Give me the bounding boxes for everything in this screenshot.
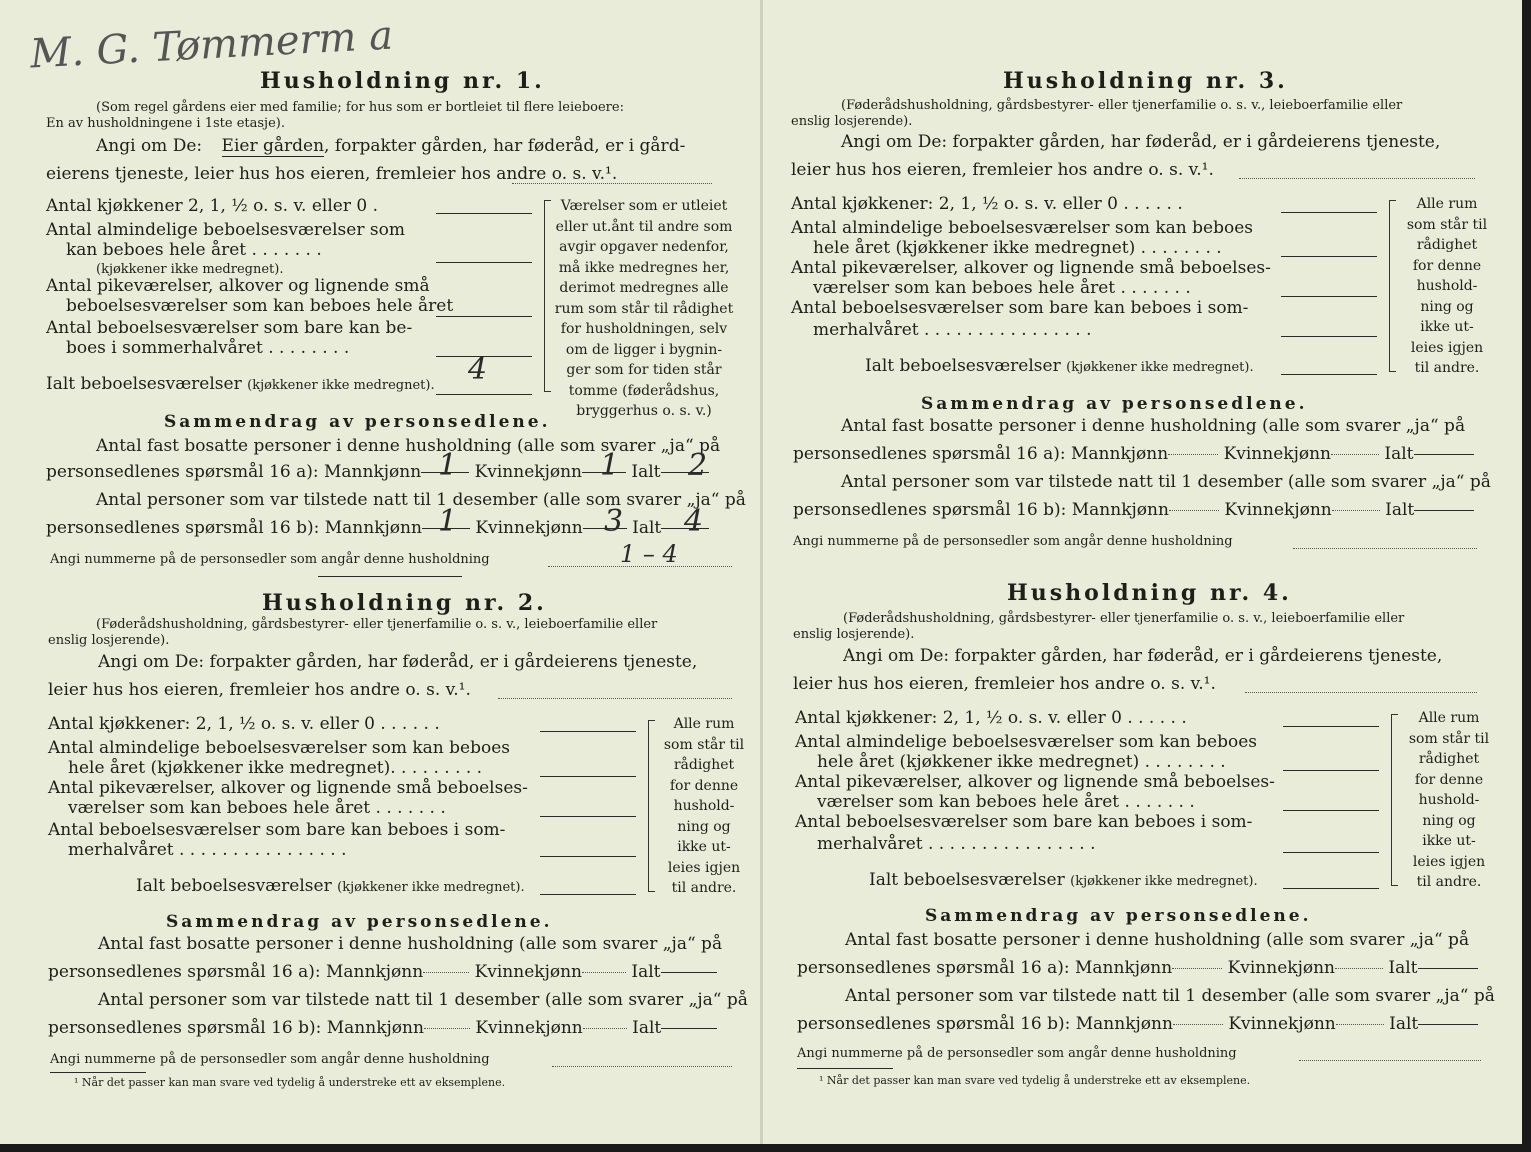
h3-maid-rooms-line1: Antal pikeværelser, alkover og lignende små beboelses- [791, 258, 1271, 278]
h4-s16a-line2 [797, 958, 1478, 978]
h1-total-rooms-label: Ialt beboelsesværelser [46, 374, 242, 394]
h3-kitchens-label: Antal kjøkkener: 2, 1, ½ o. s. v. eller 0 . . . . . . [791, 194, 1183, 214]
h1-angi-line1 [96, 136, 685, 156]
h2-s16b-women-label: Kvinnekjønn [475, 1018, 583, 1038]
h1-angi-rest: , forpakter gården, har føderåd, er i gård- [324, 136, 686, 156]
h4-ordinary-rooms-line1: Antal almindelige beboelsesværelser som kan beboes [795, 732, 1257, 752]
h3-s16b-line1: Antal personer som var tilstede natt til 1 desember (alle som svarer „ja“ på [841, 472, 1491, 492]
h3-s16b-women-label: Kvinnekjønn [1224, 500, 1332, 520]
h4-summer-rooms-line2: merhalvåret . . . . . . . . . . . . . . . . [817, 834, 1096, 854]
h2-ordinary-rooms-line1: Antal almindelige beboelsesværelser som kan beboes [48, 738, 510, 758]
h2-footnote-divider [50, 1072, 146, 1073]
h3-total-rooms-label: Ialt beboelsesværelser [865, 356, 1061, 376]
h3-maid-rooms-field[interactable] [1281, 296, 1377, 297]
h1-numbers-value: 1 – 4 [620, 540, 678, 568]
h2-s16b-total-label: Ialt [632, 1018, 662, 1038]
right-page [761, 0, 1522, 1144]
h1-summer-rooms-line1: Antal beboelsesværelser som bare kan be- [46, 318, 413, 338]
h3-s16a-women-label: Kvinnekjønn [1223, 444, 1331, 464]
h3-s16a-total-label: Ialt [1384, 444, 1414, 464]
h3-ordinary-rooms-line2: hele året (kjøkkener ikke medregnet) . . . . . . . . [813, 238, 1222, 258]
h1-s16b-men-label: personsedlenes spørsmål 16 b): Mannkjønn [46, 518, 422, 538]
h4-footnote-divider [797, 1068, 893, 1069]
h4-s16b-men-label: personsedlenes spørsmål 16 b): Mannkjønn [797, 1014, 1173, 1034]
h2-maid-rooms-line1: Antal pikeværelser, alkover og lignende små beboelses- [48, 778, 528, 798]
h1-s16a-total-label: Ialt [631, 462, 661, 482]
h3-s16a-men-label: personsedlenes spørsmål 16 a): Mannkjønn [793, 444, 1169, 464]
h3-s16b-men-field[interactable] [1169, 510, 1219, 511]
h2-footnote: ¹ Når det passer kan man svare ved tydelig å understreke ett av eksemplene. [74, 1076, 506, 1089]
h1-note-line1: (Som regel gårdens eier med familie; for hus som er bortleiet til flere leieboere: [96, 100, 624, 115]
h1-s16b-men-value: 1 [438, 504, 458, 539]
h4-angi-line[interactable] [1245, 692, 1477, 693]
h3-total-rooms-field[interactable] [1281, 374, 1377, 375]
h2-numbers-label: Angi nummerne på de personsedler som angår denne husholdning [50, 1052, 490, 1067]
h2-total-rooms-note: (kjøkkener ikke medregnet). [337, 880, 525, 895]
h1-kitchens-field[interactable] [436, 213, 532, 214]
h4-s16b-total-field[interactable] [1418, 1024, 1478, 1025]
h4-summer-rooms-field[interactable] [1283, 852, 1379, 853]
h2-summer-rooms-line1: Antal beboelsesværelser som bare kan beboes i som- [48, 820, 506, 840]
h4-angi-line1: Angi om De: forpakter gården, har føderåd, er i gårdeierens tjeneste, [843, 646, 1443, 666]
h2-maid-rooms-line2: værelser som kan beboes hele året . . . . . . . [68, 798, 446, 818]
h3-summer-rooms-line2: merhalvåret . . . . . . . . . . . . . . . . [813, 320, 1092, 340]
h4-angi-line2: leier hus hos eieren, fremleier hos andre o. s. v.¹. [793, 674, 1216, 694]
h4-note-line1: (Føderådshusholdning, gårdsbestyrer- eller tjenerfamilie o. s. v., leieboerfamilie eller [843, 611, 1405, 626]
h3-note-line2: enslig losjerende). [791, 114, 913, 129]
h2-total-rooms-label: Ialt beboelsesværelser [136, 876, 332, 896]
h4-total-rooms-label: Ialt beboelsesværelser [869, 870, 1065, 890]
h1-s16b-total-label: Ialt [632, 518, 662, 538]
h1-angi-prefix: Angi om De: [96, 136, 203, 156]
h4-note-line2: enslig losjerende). [793, 627, 915, 642]
h1-s16a-women-label: Kvinnekjønn [474, 462, 582, 482]
h2-s16a-line1: Antal fast bosatte personer i denne husholdning (alle som svarer „ja“ på [98, 934, 723, 954]
h3-summer-rooms-field[interactable] [1281, 336, 1377, 337]
h1-owner-option[interactable]: Eier gården [221, 136, 325, 156]
h2-s16b-line1: Antal personer som var tilstede natt til 1 desember (alle som svarer „ja“ på [98, 990, 748, 1010]
h4-s16a-women-label: Kvinnekjønn [1227, 958, 1335, 978]
h4-s16b-women-label: Kvinnekjønn [1228, 1014, 1336, 1034]
h1-total-rooms-row [46, 374, 435, 394]
h2-angi-line1: Angi om De: forpakter gården, har føderåd, er i gårdeierens tjeneste, [98, 652, 698, 672]
h4-maid-rooms-line2: værelser som kan beboes hele året . . . . . . . [817, 792, 1195, 812]
h2-s16a-women-label: Kvinnekjønn [474, 962, 582, 982]
h3-angi-line2: leier hus hos eieren, fremleier hos andre o. s. v.¹. [791, 160, 1214, 180]
h2-summer-rooms-field[interactable] [540, 856, 636, 857]
h1-angi-line2: eierens tjeneste, leier hus hos eieren, fremleier hos andre o. s. v.¹. [46, 164, 618, 184]
left-page [0, 0, 761, 1144]
h1-total-rooms-field[interactable] [436, 394, 532, 395]
h3-s16b-men-label: personsedlenes spørsmål 16 b): Mannkjønn [793, 500, 1169, 520]
h3-summer-rooms-line1: Antal beboelsesværelser som bare kan beboes i som- [791, 298, 1249, 318]
h2-s16a-line2 [48, 962, 717, 982]
h2-kitchens-field[interactable] [540, 731, 636, 732]
h3-total-rooms-row [865, 356, 1254, 376]
h2-summary-title: Sammendrag av personsedlene. [166, 912, 553, 932]
h1-s16b-women-value: 3 [604, 504, 624, 539]
h1-maid-rooms-line2: beboelsesværelser som kan beboes hele året [66, 296, 454, 316]
h4-s16b-men-field[interactable] [1173, 1024, 1223, 1025]
h2-numbers-field[interactable] [552, 1066, 732, 1067]
h1-note-line2: En av husholdningene i 1ste etasje). [46, 116, 285, 131]
h1-ordinary-rooms-note: (kjøkkener ikke medregnet). [96, 262, 284, 277]
h1-s16b-women-label: Kvinnekjønn [475, 518, 583, 538]
h4-s16a-women-field[interactable] [1335, 968, 1383, 969]
h4-ordinary-rooms-field[interactable] [1283, 770, 1379, 771]
h1-angi-line [512, 183, 712, 184]
h4-s16b-total-label: Ialt [1389, 1014, 1419, 1034]
h1-s16a-men-label: personsedlenes spørsmål 16 a): Mannkjønn [46, 462, 422, 482]
h4-total-rooms-note: (kjøkkener ikke medregnet). [1070, 874, 1258, 889]
h2-s16b-total-field[interactable] [661, 1028, 717, 1029]
h2-maid-rooms-field[interactable] [540, 816, 636, 817]
h1-maid-rooms-line1: Antal pikeværelser, alkover og lignende små [46, 276, 430, 296]
h4-footnote: ¹ Når det passer kan man svare ved tydelig å understreke ett av eksemplene. [819, 1074, 1251, 1087]
h1-total-rooms-note: (kjøkkener ikke medregnet). [247, 378, 435, 393]
h3-kitchens-field[interactable] [1281, 212, 1377, 213]
h3-summary-title: Sammendrag av personsedlene. [921, 394, 1308, 414]
h3-note-line1: (Føderådshusholdning, gårdsbestyrer- eller tjenerfamilie o. s. v., leieboerfamilie eller [841, 98, 1403, 113]
h3-s16a-men-field[interactable] [1168, 454, 1218, 455]
h3-angi-line1: Angi om De: forpakter gården, har føderåd, er i gårdeierens tjeneste, [841, 132, 1441, 152]
h4-s16a-line1: Antal fast bosatte personer i denne husholdning (alle som svarer „ja“ på [845, 930, 1470, 950]
h3-s16b-line2 [793, 500, 1474, 520]
h1-kitchens-label: Antal kjøkkener 2, 1, ½ o. s. v. eller 0 . [46, 196, 378, 216]
h2-s16a-total-label: Ialt [631, 962, 661, 982]
h4-total-rooms-field[interactable] [1283, 888, 1379, 889]
h1-maid-rooms-field[interactable] [436, 316, 532, 317]
h4-side-note: Alle rum som står til rådighet for denne hushold- ning og ikke ut- leies igjen til andre. [1408, 710, 1490, 890]
handwritten-farm-name: M. G. Tømmerm a [29, 12, 395, 78]
h4-total-rooms-row [869, 870, 1258, 890]
h2-angi-line[interactable] [498, 698, 732, 699]
h2-title: Husholdning nr. 2. [262, 590, 547, 616]
h2-side-note: Alle rum som står til rådighet for denne hushold- ning og ikke ut- leies igjen til andre. [663, 716, 745, 896]
h3-numbers-label: Angi nummerne på de personsedler som angår denne husholdning [793, 534, 1233, 549]
h3-s16a-line2 [793, 444, 1474, 464]
h2-s16a-total-field[interactable] [661, 972, 717, 973]
h4-s16a-men-label: personsedlenes spørsmål 16 a): Mannkjønn [797, 958, 1173, 978]
h4-summary-title: Sammendrag av personsedlene. [925, 906, 1312, 926]
h4-maid-rooms-line1: Antal pikeværelser, alkover og lignende små beboelses- [795, 772, 1275, 792]
h4-s16b-line2 [797, 1014, 1478, 1034]
h3-total-rooms-note: (kjøkkener ikke medregnet). [1066, 360, 1254, 375]
h3-s16a-women-field[interactable] [1331, 454, 1379, 455]
h1-side-note: Værelser som er utleiet eller ut.ånt til andre som avgir opgaver nedenfor, må ikke medregnes her, derimot medregnes alle rum som står til rådighet for husholdningen, selv om de ligger i bygnin- ger som for tiden står tomme (føderådshus, bryggerhus o. s. v.) [554, 198, 734, 419]
h2-angi-line2: leier hus hos eieren, fremleier hos andre o. s. v.¹. [48, 680, 471, 700]
h1-s16a-total-value: 2 [688, 448, 708, 483]
h1-summary-title: Sammendrag av personsedlene. [164, 412, 551, 432]
h3-s16a-line1: Antal fast bosatte personer i denne husholdning (alle som svarer „ja“ på [841, 416, 1466, 436]
h1-section-divider [318, 576, 462, 577]
h2-s16b-men-label: personsedlenes spørsmål 16 b): Mannkjønn [48, 1018, 424, 1038]
h3-ordinary-rooms-line1: Antal almindelige beboelsesværelser som kan beboes [791, 218, 1253, 238]
h3-s16b-total-label: Ialt [1385, 500, 1415, 520]
h2-s16b-women-field[interactable] [583, 1028, 627, 1029]
h2-total-rooms-row [136, 876, 525, 896]
h4-numbers-label: Angi nummerne på de personsedler som angår denne husholdning [797, 1046, 1237, 1061]
h1-ordinary-rooms-field[interactable] [436, 262, 532, 263]
h2-ordinary-rooms-line2: hele året (kjøkkener ikke medregnet). . . . . . . . . [68, 758, 483, 778]
h3-s16a-total-field[interactable] [1414, 454, 1474, 455]
h3-angi-line[interactable] [1239, 178, 1475, 179]
h1-ordinary-rooms-line2: kan beboes hele året . . . . . . . [66, 240, 322, 260]
h4-s16a-total-label: Ialt [1388, 958, 1418, 978]
h1-s16a-men-value: 1 [438, 448, 458, 483]
h1-numbers-label: Angi nummerne på de personsedler som angår denne husholdning [50, 552, 490, 567]
h4-numbers-field[interactable] [1299, 1060, 1481, 1061]
h3-title: Husholdning nr. 3. [1003, 68, 1288, 94]
h1-summer-rooms-line2: boes i sommerhalvåret . . . . . . . . [66, 338, 350, 358]
h2-summer-rooms-line2: merhalvåret . . . . . . . . . . . . . . . . [68, 840, 347, 860]
h2-s16a-women-field[interactable] [582, 972, 626, 973]
h4-kitchens-label: Antal kjøkkener: 2, 1, ½ o. s. v. eller 0 . . . . . . [795, 708, 1187, 728]
h2-s16a-men-label: personsedlenes spørsmål 16 a): Mannkjønn [48, 962, 424, 982]
h1-s16b-line1: Antal personer som var tilstede natt til 1 desember (alle som svarer „ja“ på [96, 490, 746, 510]
h1-s16a-women-value: 1 [600, 448, 620, 483]
h4-kitchens-field[interactable] [1283, 726, 1379, 727]
h1-ordinary-rooms-line1: Antal almindelige beboelsesværelser som [46, 220, 405, 240]
h2-s16a-men-field[interactable] [423, 972, 469, 973]
h1-total-rooms-value: 4 [468, 352, 488, 387]
h2-ordinary-rooms-field[interactable] [540, 776, 636, 777]
h3-side-note: Alle rum som står til rådighet for denne hushold- ning og ikke ut- leies igjen til andre. [1406, 196, 1488, 376]
h4-title: Husholdning nr. 4. [1007, 580, 1292, 606]
h3-maid-rooms-line2: værelser som kan beboes hele året . . . . . . . [813, 278, 1191, 298]
h2-note-line1: (Føderådshusholdning, gårdsbestyrer- eller tjenerfamilie o. s. v., leieboerfamilie eller [96, 617, 658, 632]
h2-total-rooms-field[interactable] [540, 894, 636, 895]
h4-s16a-total-field[interactable] [1418, 968, 1478, 969]
h1-s16a-line1: Antal fast bosatte personer i denne husholdning (alle som svarer „ja“ på [96, 436, 721, 456]
h4-maid-rooms-field[interactable] [1283, 810, 1379, 811]
h4-summer-rooms-line1: Antal beboelsesværelser som bare kan beboes i som- [795, 812, 1253, 832]
h4-s16b-women-field[interactable] [1336, 1024, 1384, 1025]
h2-note-line2: enslig losjerende). [48, 633, 170, 648]
h2-s16b-men-field[interactable] [424, 1028, 470, 1029]
h4-s16b-line1: Antal personer som var tilstede natt til 1 desember (alle som svarer „ja“ på [845, 986, 1495, 1006]
h4-s16a-men-field[interactable] [1172, 968, 1222, 969]
h2-kitchens-label: Antal kjøkkener: 2, 1, ½ o. s. v. eller 0 . . . . . . [48, 714, 440, 734]
h3-numbers-field[interactable] [1293, 548, 1477, 549]
h2-s16b-line2 [48, 1018, 717, 1038]
h3-ordinary-rooms-field[interactable] [1281, 256, 1377, 257]
h1-side-brace [544, 200, 551, 392]
h1-s16b-total-value: 4 [684, 504, 704, 539]
h1-title: Husholdning nr. 1. [260, 68, 545, 94]
h3-s16b-total-field[interactable] [1414, 510, 1474, 511]
h4-ordinary-rooms-line2: hele året (kjøkkener ikke medregnet) . . . . . . . . [817, 752, 1226, 772]
h3-s16b-women-field[interactable] [1332, 510, 1380, 511]
